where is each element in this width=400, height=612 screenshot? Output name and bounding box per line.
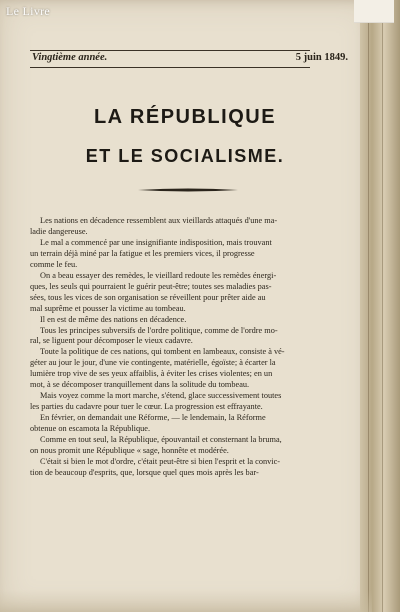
text-line: ques, les seuls qui pourraient le guérir peut-être; toutes ses maladies pas- [30,281,272,291]
text-line: mot, à se décomposer tranquillement dans la solitude du tombeau. [30,380,250,390]
ornament-divider [138,186,238,194]
text-line: On a beau essayer des remèdes, le vieillard redoute les remèdes énergi- [40,270,277,280]
text-line: lumière trop vive de ses yeux affaiblis, à éviter les crises violentes; en un [30,369,273,379]
text-line: C'était si bien le mot d'ordre, c'était peut-être si bien l'esprit et la convic- [40,456,281,466]
header-date: 5 juin 1849. [295,52,348,63]
page-header [32,52,348,63]
text-line: un terrain déjà miné par la fatigue et les premiers vices, il progresse [30,248,255,258]
text-line: tion de beaucoup d'esprits, que, lorsque quel ques mois après les bar- [30,467,259,477]
text-line: Mais voyez comme la mort marche, s'étend, glace successivement toutes [40,391,282,401]
text-line: géter au jour le jour, d'une vie contingente, matérielle, égoïste; à écarter la [30,358,276,368]
text-line: sées, tous les vices de son organisation se réveillent pour prêter aide au [30,292,266,302]
text-line: Les nations en décadence ressemblent aux vieillards attaqués d'une ma- [40,216,278,225]
text-line: Comme en tout seul, la République, épouvantail et consternant la bruma, [40,435,282,445]
text-line: ladie dangereuse. [30,226,88,236]
title-line-1: LA RÉPUBLIQUE [93,106,277,128]
header-rule-bottom [30,67,310,68]
text-line: En février, on demandait une Réforme, — le lendemain, la Réforme [40,413,266,423]
title-line-2: ET LE SOCIALISME. [85,146,285,166]
header-rule-top [30,50,310,51]
watermark: Le Livre [6,4,51,18]
text-line: Toute la politique de ces nations, qui tombent en lambeaux, consiste à vé- [40,347,285,357]
page-corner [354,0,394,23]
text-line: on nous promit une République « sage, honnête et modérée. [30,446,229,456]
page-shadow [0,590,372,612]
article-body [30,216,342,479]
text-line: mal suprême et pousser la victime au tombeau. [30,303,186,313]
text-line: obtenue on escamota la République. [30,424,151,434]
text-line: Le mal a commencé par une insignifiante indisposition, mais trouvant [40,237,272,247]
text-line: Il en est de même des nations en décadence. [40,314,187,324]
spine-line [382,0,383,612]
text-line: comme le feu. [30,259,78,269]
book-spine [360,0,400,612]
text-line: ral, se liguent pour décomposer le vieux cadavre. [30,336,193,346]
spine-line [368,0,369,612]
text-line: les parties du cadavre pour tuer le cœur. La progression est effrayante. [30,402,263,412]
header-volume: Vingtième année. [32,52,108,63]
text-line: Tous les principes subversifs de l'ordre politique, comme de l'ordre mo- [40,325,278,335]
